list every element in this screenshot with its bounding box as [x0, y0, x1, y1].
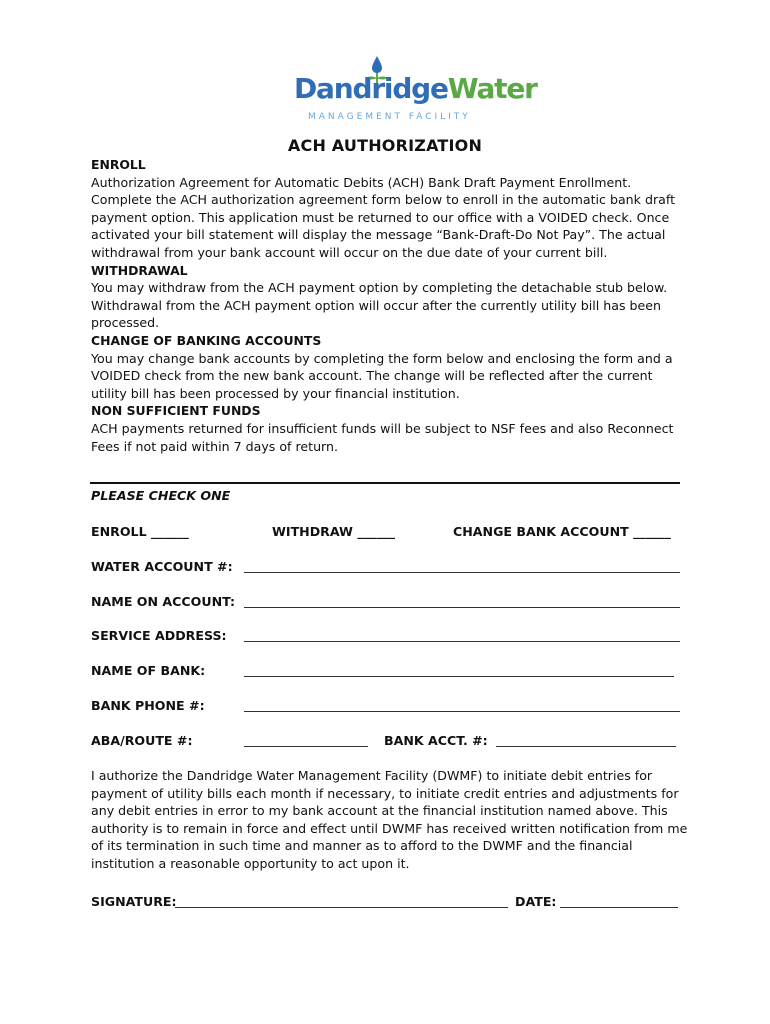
info-sections [91, 156, 691, 455]
logo-name-part1: Dandridge [294, 72, 448, 105]
service-address-field[interactable] [244, 641, 680, 642]
section-heading-change-banking: CHANGE OF BANKING ACCOUNTS [91, 332, 322, 348]
option-change-bank-account[interactable]: CHANGE BANK ACCOUNT ______ [453, 524, 671, 539]
section-heading-nsf: NON SUFFICIENT FUNDS [91, 403, 261, 419]
option-withdraw[interactable]: WITHDRAW ______ [272, 524, 396, 539]
name-on-account-label: NAME ON ACCOUNT: [91, 594, 236, 609]
section-text-enroll: Authorization Agreement for Automatic Debits (ACH) Bank Draft Payment Enrollment. Complete the ACH authorization agreement form below to enroll in the automatic bank draft payment option. This application must be returned to our office with a VOIDED check. Once activated your bill statement will display the message “Bank-Draft-Do Not Pay”. The actual withdrawal from your bank account will occur on the due date of your current bill. [91, 174, 676, 260]
name-of-bank-label: NAME OF BANK: [91, 663, 206, 678]
page-title: ACH AUTHORIZATION [287, 136, 483, 155]
water-account-field[interactable] [244, 572, 680, 573]
bank-phone-field[interactable] [244, 711, 680, 712]
bank-acct-field[interactable] [496, 746, 676, 747]
logo-name-part2: Water [447, 72, 537, 105]
signature-label: SIGNATURE: [91, 894, 177, 909]
section-text-nsf: ACH payments returned for insufficient funds will be subject to NSF fees and also Reconnect Fees if not paid within 7 days of return. [91, 420, 674, 454]
signature-field[interactable] [175, 907, 508, 908]
bank-acct-label: BANK ACCT. #: [384, 733, 488, 748]
option-enroll[interactable]: ENROLL ______ [91, 524, 189, 539]
name-on-account-field[interactable] [244, 607, 680, 608]
water-account-label: WATER ACCOUNT #: [91, 559, 233, 574]
authorization-statement: I authorize the Dandridge Water Management Facility (DWMF) to initiate debit entries for payment of utility bills each month if necessary, to initiate credit entries and adjustments for any debit entries in error to my bank account at the financial institution named above. This authority is to remain in force and effect until DWMF has received written notification from me of its termination in such time and manner as to afford to the DWMF and the financial institution a reasonable opportunity to act upon it. [91, 768, 688, 871]
section-heading-withdrawal: WITHDRAWAL [91, 262, 188, 278]
check-one-heading: PLEASE CHECK ONE [91, 488, 231, 503]
aba-route-field[interactable] [244, 746, 368, 747]
bank-phone-label: BANK PHONE #: [91, 698, 205, 713]
section-divider [90, 482, 680, 484]
name-of-bank-field[interactable] [244, 676, 674, 677]
section-text-change-banking: You may change bank accounts by completing the form below and enclosing the form and a VOIDED check from the new bank account. The change will be reflected after the current utility bill has been processed by your financial institution. [91, 350, 673, 401]
service-address-label: SERVICE ADDRESS: [91, 628, 227, 643]
date-field[interactable] [560, 907, 678, 908]
section-text-withdrawal: You may withdraw from the ACH payment option by completing the detachable stub below. Withdrawal from the ACH payment option will occur after the currently utility bill has been processed. [91, 280, 668, 331]
aba-route-label: ABA/ROUTE #: [91, 733, 193, 748]
section-heading-enroll: ENROLL [91, 157, 146, 172]
logo-wordmark [294, 72, 537, 105]
dandridge-water-logo [290, 50, 537, 130]
date-label: DATE: [515, 894, 557, 909]
logo-subtitle: MANAGEMENT FACILITY [308, 112, 471, 122]
